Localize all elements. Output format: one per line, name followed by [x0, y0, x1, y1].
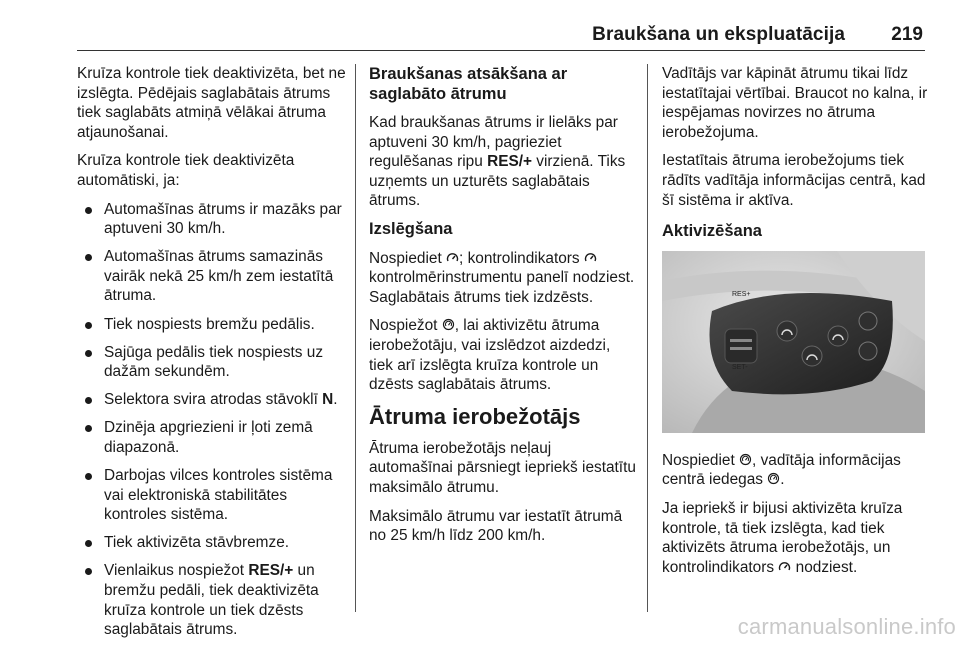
paragraph: Kad braukšanas ātrums ir lielāks par aptuveni 30 km/h, pagrieziet regulēšanas ripu RES/+ virzienā. Tiks uzņemts un uzturēts saglabātais ātrums. [369, 114, 626, 210]
speed-limiter-icon [767, 472, 780, 485]
list-item: Tiek nospiests bremžu pedālis. [77, 315, 349, 335]
page-header [77, 22, 925, 51]
list-item: Vienlaikus nospiežot RES/+ un bremžu pedāli, tiek deaktivizēta kruīza kontrole un tiek dzēsts saglabātais ātrums. [77, 561, 349, 639]
cruise-control-icon [584, 252, 597, 264]
bullet-icon [85, 568, 92, 575]
header-title: Braukšana un ekspluatācija [592, 24, 845, 45]
section-heading-activation: Aktivizēšana [662, 222, 762, 241]
paragraph: Nospiežot , lai aktivizētu ātruma ierobežotāju, vai izslēdzot aizdedzi, tiek arī izslēgta kruīza kontrole un dzēsts saglabātais ātrums. [369, 317, 611, 394]
cruise-control-icon [446, 252, 459, 264]
column-divider [355, 64, 356, 612]
bullet-icon [85, 473, 92, 480]
res-plus-label: RES/+ [248, 562, 294, 580]
list-item: Tiek aktivizēta stāvbremze. [77, 533, 349, 553]
list-item: Automašīnas ātrums ir mazāks par aptuveni 30 km/h. [77, 200, 349, 239]
bullet-icon [85, 322, 92, 329]
section-heading-resume: Braukšanas atsākšana ar saglabāto ātrumu [369, 65, 568, 103]
column-divider [647, 64, 648, 612]
bullet-icon [85, 207, 92, 214]
bullet-icon [85, 540, 92, 547]
paragraph: Iestatītais ātruma ierobežojums tiek rādīts vadītāja informācijas centrā, kad šī sistēma ir aktīva. [662, 152, 926, 209]
list-item: Automašīnas ātrums samazinās vairāk nekā 25 km/h zem iestatītā ātruma. [77, 247, 349, 306]
bullet-icon [85, 350, 92, 357]
paragraph: Kruīza kontrole tiek deaktivizēta, bet ne izslēgta. Pēdējais saglabātais ātrums tiek saglabāts atmiņā vēlākai ātruma atjaunošanai. [77, 65, 346, 141]
speed-limiter-icon [739, 453, 752, 466]
deactivation-conditions-list [77, 200, 349, 640]
column-middle [369, 64, 637, 555]
speed-limiter-icon [442, 318, 455, 331]
section-heading-limiter: Ātruma ierobežotājs [369, 403, 581, 429]
section-heading-off: Izslēgšana [369, 219, 453, 238]
page-number: 219 [891, 24, 923, 45]
watermark: carmanualsonline.info [737, 614, 956, 639]
set-minus-label: SET- [732, 363, 748, 371]
paragraph: Ja iepriekš ir bijusi aktivizēta kruīza kontrole, tā tiek izslēgta, kad tiek aktivizēts ātruma ierobežotājs, un kontrolindikators nodziest. [662, 499, 903, 576]
paragraph: Ātruma ierobežotājs neļauj automašīnai pārsniegt iepriekš iestatītu maksimālo ātrumu. [369, 439, 636, 496]
paragraph: Kruīza kontrole tiek deaktivizēta automātiski, ja: [77, 152, 295, 189]
list-item: Sajūga pedālis tiek nospiests uz dažām sekundēm. [77, 343, 349, 382]
list-item: Selektora svira atrodas stāvoklī N. [77, 390, 349, 410]
paragraph: Nospiediet , vadītāja informācijas centrā iedegas . [662, 451, 901, 489]
res-plus-label: RES/+ [487, 153, 532, 171]
paragraph: Vadītājs var kāpināt ātrumu tikai līdz iestatītajai vērtībai. Braucot no kalna, ir iespējamas novirzes no ātruma ierobežojuma. [662, 65, 928, 141]
column-left [77, 64, 349, 648]
bullet-icon [85, 425, 92, 432]
steering-wheel-controls-image [662, 251, 925, 433]
bullet-icon [85, 254, 92, 261]
list-item: Dzinēja apgriezieni ir ļoti zemā diapazonā. [77, 418, 349, 457]
cruise-control-icon [778, 561, 791, 573]
paragraph: Maksimālo ātrumu var iestatīt ātrumā no 25 km/h līdz 200 km/h. [369, 507, 623, 545]
list-item: Darbojas vilces kontroles sistēma vai elektroniskā stabilitātes kontroles sistēma. [77, 466, 349, 525]
bullet-icon [85, 397, 92, 404]
column-right [662, 64, 928, 586]
paragraph: Nospiediet ; kontrolindikators kontrolmērinstrumentu panelī nodziest. Saglabātais ātrums tiek izdzēsts. [369, 249, 635, 306]
res-plus-label: RES+ [732, 290, 751, 298]
gear-position-n: N [322, 391, 334, 409]
